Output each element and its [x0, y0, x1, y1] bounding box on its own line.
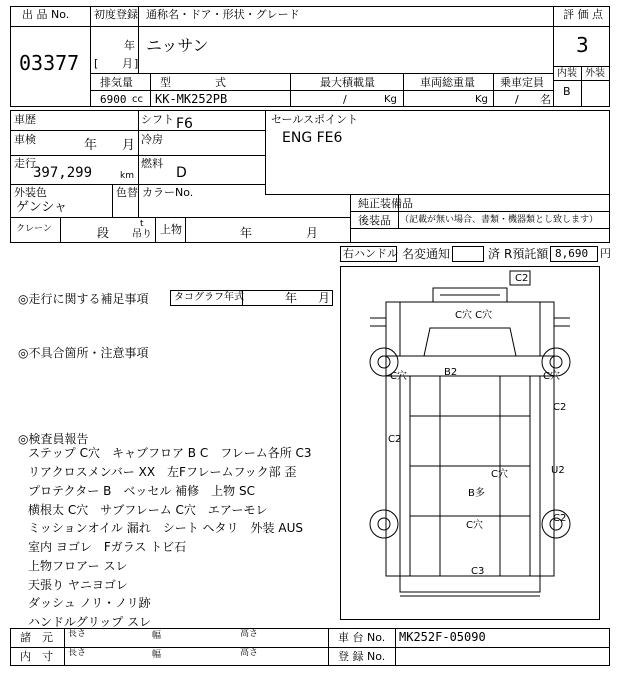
mark-right-u2: U2: [551, 465, 565, 476]
name-label: 通称名・ドア・形状・グレード: [146, 8, 300, 21]
mileage-label: 走行: [14, 157, 36, 170]
model-value: KK-MK252PB: [155, 92, 228, 106]
inspector-line: ダッシュ ノリ・ノリ跡: [28, 596, 151, 610]
lot-label: 出 品 No.: [22, 8, 70, 21]
inspector-line: 上物フロアー スレ: [28, 559, 128, 573]
color-label: 外装色: [14, 186, 47, 199]
rear-left-wheel: [370, 510, 398, 538]
displacement-value: 6900: [100, 93, 127, 106]
crane-top-label: 上物: [160, 223, 182, 236]
mark-right-c2-upper: C2: [553, 402, 567, 413]
header-frame: [10, 6, 610, 107]
fuel-value: D: [176, 165, 187, 181]
mark-left-c2: C2: [388, 434, 402, 445]
running-notes-title: ◎走行に関する補足事項: [18, 292, 149, 306]
displacement-unit: cc: [132, 94, 143, 105]
mark-label: 済: [488, 247, 501, 261]
inspector-line: 天張り ヤニヨゴレ: [28, 578, 128, 592]
aftermarket-note: （記載が無い場合、書類・機器類とし致します）: [400, 215, 599, 225]
fuel-label: 燃料: [141, 157, 163, 170]
inspector-line: ハンドルグリップ スレ: [28, 615, 152, 629]
max-load-unit: Kg: [384, 94, 397, 105]
mark-center-c-hole: C穴: [491, 469, 508, 480]
inspector-line: 横根太 C穴 サブフレーム C穴 エアーモレ: [28, 503, 268, 517]
color-no-label: カラーNo.: [142, 186, 194, 199]
tacho-label: タコグラフ年式: [174, 292, 244, 303]
mark-right-c2-lower: C2: [553, 513, 567, 524]
interior-grade: B: [563, 85, 571, 98]
r-deposit-label: R預託額: [504, 247, 549, 261]
exterior-grade-label: 外装: [585, 68, 605, 79]
inspection-label: 車検: [14, 133, 36, 146]
mark-left-front: C穴: [390, 371, 407, 382]
model-label: 型 式: [160, 76, 226, 89]
inspector-line: 室内 ヨゴレ Fガラス トビ石: [28, 540, 187, 554]
reg-number-label: 登 録 No.: [338, 650, 386, 663]
chassis-label: 車 台 No.: [338, 631, 386, 644]
genuine-label: 純正装備品: [358, 197, 413, 210]
interior-grade-label: 内装: [557, 68, 577, 79]
ac-label: 冷房: [141, 133, 163, 146]
rating-value: 3: [576, 33, 589, 57]
capacity-unit: 名: [540, 93, 551, 106]
interior-dims-label: 内 寸: [20, 650, 53, 663]
crane-label: クレーン: [16, 224, 52, 234]
gross-weight-label: 車両総重量: [420, 76, 475, 89]
mark-b2: B2: [444, 367, 458, 378]
crane-lift: 吊り: [132, 229, 152, 240]
reg-month-label: 月: [122, 57, 133, 70]
color-value: ゲンシャ: [16, 200, 68, 215]
mark-cab-holes: C穴 C穴: [455, 310, 493, 321]
rhd-label: 右ハンドル: [343, 247, 398, 260]
inspector-line: ミッションオイル 漏れ シート ヘタリ 外装 AUS: [28, 521, 303, 535]
mark-bottom-c3: C3: [471, 566, 485, 577]
sales-point: ENG FE6: [282, 130, 343, 146]
inspector-line: リアクロスメンバー XX 左Fフレームフック部 歪: [28, 465, 297, 479]
max-load-label: 最大積載量: [320, 76, 375, 89]
r-deposit-amount: 8,690: [555, 247, 589, 260]
mark-b-many: B多: [468, 488, 485, 499]
mileage-value: 397,299: [33, 165, 93, 181]
history-label: 車歴: [14, 113, 36, 126]
r-deposit-unit: 円: [600, 247, 611, 260]
inspector-line: プロテクター B ベッセル 補修 上物 SC: [28, 484, 255, 498]
crane-stage: 段: [97, 226, 110, 240]
color-change-label: 色替: [116, 186, 138, 199]
reg-year-label: 年: [124, 39, 135, 52]
mark-top-c2: C2: [515, 273, 529, 284]
car-name: ニッサン: [146, 36, 209, 55]
rating-label: 評 価 点: [563, 8, 603, 21]
defects-title: ◎不具合箇所・注意事項: [18, 346, 149, 360]
gross-weight-unit: Kg: [475, 94, 488, 105]
aftermarket-label: 後装品: [358, 214, 391, 227]
dims-label: 諸 元: [20, 631, 53, 644]
name-change-box: [452, 246, 484, 262]
inspector-line: ステップ C穴 キャブフロア B C フレーム各所 C3: [28, 446, 312, 460]
displacement-label: 排気量: [100, 76, 133, 89]
chassis-number: MK252F-05090: [399, 630, 486, 644]
name-change-label: 名変通知: [402, 247, 451, 261]
capacity-label: 乗車定員: [500, 76, 544, 89]
shift-value: F6: [176, 116, 193, 132]
inspector-title: ◎検査員報告: [18, 432, 89, 446]
first-reg-label: 初度登録: [94, 8, 138, 21]
lot-number: 03377: [19, 51, 80, 75]
sales-label: セールスポイント: [271, 113, 359, 126]
shift-label: シフト: [141, 113, 174, 126]
crane-t: t: [140, 219, 144, 229]
mark-right-front: C穴: [543, 371, 560, 382]
mark-center-c-hole-2: C穴: [466, 520, 483, 531]
mileage-unit: km: [120, 171, 134, 181]
